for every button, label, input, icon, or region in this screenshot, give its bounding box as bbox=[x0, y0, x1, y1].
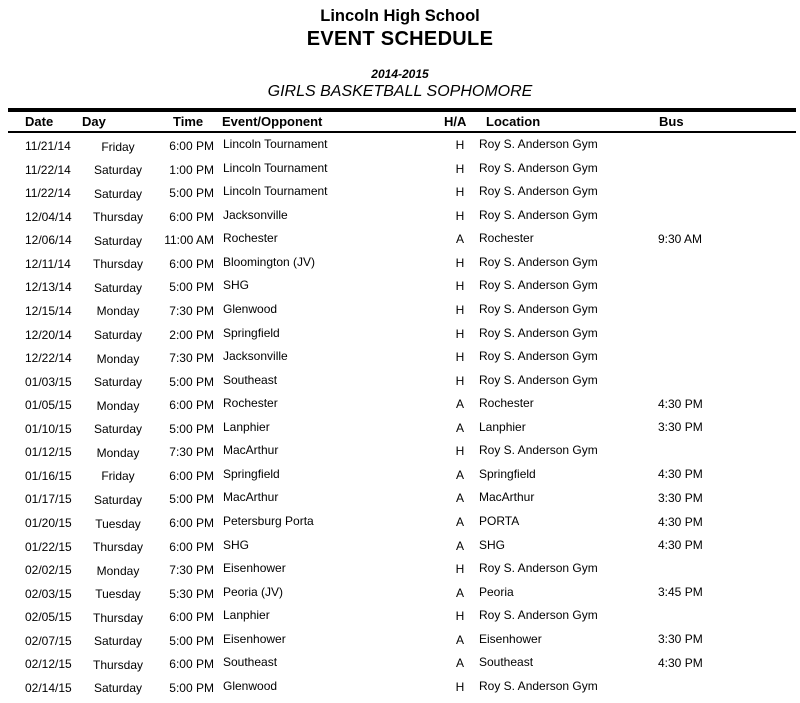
cell-event-opponent: Springfield bbox=[223, 325, 280, 340]
cell-location: Roy S. Anderson Gym bbox=[479, 137, 598, 151]
cell-home-away: H bbox=[455, 302, 465, 317]
cell-date: 01/03/15 bbox=[25, 374, 72, 389]
column-header-event: Event/Opponent bbox=[222, 114, 323, 129]
cell-date: 02/07/15 bbox=[25, 633, 72, 648]
cell-day: Saturday bbox=[93, 375, 143, 390]
column-header-bus: Bus bbox=[659, 114, 684, 129]
cell-location: Roy S. Anderson Gym bbox=[479, 325, 598, 340]
cell-time: 5:00 PM bbox=[169, 421, 214, 436]
cell-time: 5:00 PM bbox=[169, 186, 214, 201]
cell-event-opponent: Eisenhower bbox=[223, 631, 286, 646]
cell-location: Roy S. Anderson Gym bbox=[479, 443, 598, 458]
table-row bbox=[0, 184, 800, 208]
cell-time: 5:00 PM bbox=[169, 680, 214, 695]
cell-time: 5:30 PM bbox=[169, 586, 214, 601]
cell-time: 5:00 PM bbox=[169, 374, 214, 389]
column-header-ha: H/A bbox=[444, 114, 467, 129]
table-row bbox=[0, 655, 800, 679]
cell-location: Southeast bbox=[479, 655, 534, 670]
cell-event-opponent: Rochester bbox=[223, 231, 278, 246]
cell-date: 01/16/15 bbox=[25, 468, 72, 483]
header-rule-bottom bbox=[8, 131, 796, 133]
header-rule-top bbox=[8, 108, 796, 112]
cell-day: Thursday bbox=[92, 657, 144, 672]
cell-time: 2:00 PM bbox=[169, 327, 214, 342]
cell-day: Saturday bbox=[93, 492, 143, 507]
cell-date: 01/17/15 bbox=[25, 492, 72, 507]
cell-location: Rochester bbox=[479, 231, 534, 246]
table-row bbox=[0, 585, 800, 609]
column-header-time: Time bbox=[173, 114, 204, 129]
cell-date: 11/21/14 bbox=[25, 139, 71, 153]
cell-date: 01/12/15 bbox=[25, 445, 72, 460]
cell-home-away: A bbox=[455, 538, 464, 553]
cell-home-away: A bbox=[455, 585, 464, 600]
team-label: GIRLS BASKETBALL SOPHOMORE bbox=[267, 83, 533, 100]
cell-location: Roy S. Anderson Gym bbox=[479, 160, 598, 175]
table-row bbox=[0, 632, 800, 656]
table-row bbox=[0, 490, 800, 514]
table-row bbox=[0, 302, 800, 326]
cell-location: PORTA bbox=[479, 514, 520, 528]
cell-date: 12/06/14 bbox=[25, 233, 72, 248]
cell-day: Monday bbox=[96, 351, 140, 366]
cell-day: Saturday bbox=[93, 328, 143, 342]
cell-location: MacArthur bbox=[479, 490, 535, 505]
cell-time: 6:00 PM bbox=[169, 139, 214, 153]
cell-event-opponent: MacArthur bbox=[223, 443, 279, 458]
cell-date: 02/12/15 bbox=[25, 657, 72, 672]
cell-home-away: H bbox=[455, 350, 465, 365]
cell-location: Rochester bbox=[479, 396, 534, 411]
cell-location: Eisenhower bbox=[479, 631, 542, 646]
cell-event-opponent: Southeast bbox=[223, 655, 278, 670]
season-label: 2014-2015 bbox=[371, 67, 429, 81]
cell-date: 12/11/14 bbox=[25, 256, 71, 271]
cell-date: 12/15/14 bbox=[25, 303, 72, 318]
cell-location: Roy S. Anderson Gym bbox=[479, 372, 598, 387]
cell-day: Tuesday bbox=[95, 587, 141, 602]
cell-time: 1:00 PM bbox=[169, 162, 214, 177]
cell-day: Saturday bbox=[93, 233, 143, 248]
cell-date: 01/05/15 bbox=[25, 398, 72, 413]
cell-day: Tuesday bbox=[95, 516, 141, 531]
cell-home-away: A bbox=[455, 515, 464, 529]
cell-day: Monday bbox=[96, 445, 140, 460]
cell-home-away: H bbox=[455, 562, 465, 577]
cell-location: Roy S. Anderson Gym bbox=[479, 278, 598, 293]
cell-location: Springfield bbox=[479, 466, 536, 481]
cell-home-away: A bbox=[455, 420, 464, 435]
cell-bus-time: 4:30 PM bbox=[658, 396, 703, 411]
cell-location: Roy S. Anderson Gym bbox=[479, 349, 598, 364]
cell-home-away: A bbox=[455, 491, 464, 506]
cell-home-away: A bbox=[455, 467, 464, 482]
cell-time: 11:00 AM bbox=[164, 233, 214, 248]
cell-home-away: H bbox=[455, 373, 465, 388]
table-row bbox=[0, 396, 800, 420]
cell-home-away: H bbox=[455, 185, 465, 200]
table-row bbox=[0, 561, 800, 585]
cell-event-opponent: Southeast bbox=[223, 372, 278, 387]
cell-bus-time: 3:45 PM bbox=[658, 585, 703, 600]
cell-time: 5:00 PM bbox=[169, 492, 214, 507]
cell-event-opponent: Rochester bbox=[223, 396, 278, 411]
cell-day: Monday bbox=[96, 398, 140, 413]
schedule-rows bbox=[0, 137, 800, 703]
cell-time: 6:00 PM bbox=[169, 398, 214, 413]
cell-event-opponent: Lanphier bbox=[223, 608, 270, 623]
cell-event-opponent: Eisenhower bbox=[223, 561, 286, 576]
table-row bbox=[0, 467, 800, 491]
table-row bbox=[0, 326, 800, 350]
cell-event-opponent: MacArthur bbox=[223, 490, 279, 505]
cell-time: 6:00 PM bbox=[169, 256, 214, 271]
cell-date: 12/20/14 bbox=[25, 327, 72, 342]
cell-home-away: A bbox=[455, 397, 464, 412]
cell-event-opponent: Springfield bbox=[223, 466, 280, 481]
cell-event-opponent: Lincoln Tournament bbox=[223, 160, 328, 175]
cell-date: 11/22/14 bbox=[25, 162, 71, 177]
cell-home-away: H bbox=[455, 208, 465, 223]
cell-time: 6:00 PM bbox=[169, 468, 214, 483]
cell-date: 12/13/14 bbox=[25, 280, 72, 295]
cell-day: Saturday bbox=[93, 280, 143, 295]
table-row bbox=[0, 208, 800, 232]
cell-event-opponent: Petersburg Porta bbox=[223, 514, 314, 528]
cell-location: Roy S. Anderson Gym bbox=[479, 301, 598, 316]
table-row bbox=[0, 137, 800, 161]
cell-day: Monday bbox=[96, 563, 140, 578]
cell-bus-time: 4:30 PM bbox=[658, 538, 703, 553]
cell-home-away: H bbox=[455, 609, 465, 624]
cell-time: 6:00 PM bbox=[169, 657, 214, 672]
cell-home-away: H bbox=[455, 138, 465, 152]
cell-time: 7:30 PM bbox=[169, 351, 214, 366]
cell-time: 7:30 PM bbox=[169, 563, 214, 578]
cell-location: Roy S. Anderson Gym bbox=[479, 561, 598, 576]
cell-day: Friday bbox=[101, 469, 135, 484]
cell-date: 02/03/15 bbox=[25, 586, 72, 601]
cell-bus-time: 3:30 PM bbox=[658, 490, 703, 505]
cell-date: 02/05/15 bbox=[25, 610, 72, 625]
cell-event-opponent: SHG bbox=[223, 537, 250, 552]
cell-date: 12/04/14 bbox=[25, 209, 72, 224]
cell-bus-time: 4:30 PM bbox=[658, 467, 703, 482]
cell-day: Thursday bbox=[92, 210, 144, 225]
cell-home-away: H bbox=[455, 444, 465, 459]
cell-date: 02/14/15 bbox=[25, 680, 72, 695]
cell-home-away: H bbox=[455, 326, 465, 341]
cell-location: Roy S. Anderson Gym bbox=[479, 678, 598, 693]
cell-bus-time: 4:30 PM bbox=[658, 514, 703, 529]
cell-event-opponent: Lanphier bbox=[223, 419, 270, 434]
cell-time: 7:30 PM bbox=[169, 303, 214, 318]
cell-date: 01/10/15 bbox=[25, 421, 72, 436]
table-row bbox=[0, 278, 800, 302]
cell-event-opponent: Jacksonville bbox=[223, 349, 288, 364]
cell-event-opponent: Lincoln Tournament bbox=[223, 184, 328, 199]
cell-location: Roy S. Anderson Gym bbox=[479, 254, 598, 269]
cell-bus-time: 3:30 PM bbox=[658, 632, 703, 647]
table-row bbox=[0, 231, 800, 255]
cell-event-opponent: Glenwood bbox=[223, 301, 278, 316]
cell-date: 11/22/14 bbox=[25, 186, 71, 201]
cell-home-away: A bbox=[455, 632, 464, 647]
cell-location: Roy S. Anderson Gym bbox=[479, 184, 598, 199]
cell-date: 01/22/15 bbox=[25, 539, 72, 554]
column-header-day: Day bbox=[82, 114, 106, 129]
cell-bus-time: 9:30 AM bbox=[658, 231, 703, 246]
cell-home-away: H bbox=[455, 161, 465, 176]
table-row bbox=[0, 373, 800, 397]
school-name: Lincoln High School bbox=[320, 7, 480, 25]
cell-location: Roy S. Anderson Gym bbox=[479, 207, 598, 222]
cell-location: Roy S. Anderson Gym bbox=[479, 608, 598, 623]
cell-bus-time: 4:30 PM bbox=[658, 655, 703, 670]
cell-day: Saturday bbox=[93, 422, 143, 437]
table-row bbox=[0, 161, 800, 185]
cell-time: 6:00 PM bbox=[169, 610, 214, 625]
cell-event-opponent: Bloomington (JV) bbox=[223, 254, 316, 269]
cell-day: Friday bbox=[101, 139, 135, 154]
table-row bbox=[0, 608, 800, 632]
cell-event-opponent: Lincoln Tournament bbox=[223, 137, 328, 151]
table-row bbox=[0, 420, 800, 444]
cell-time: 6:00 PM bbox=[169, 539, 214, 554]
cell-event-opponent: SHG bbox=[223, 278, 250, 293]
cell-location: Lanphier bbox=[479, 419, 526, 434]
cell-date: 12/22/14 bbox=[25, 351, 72, 366]
cell-time: 6:00 PM bbox=[169, 516, 214, 530]
cell-day: Saturday bbox=[93, 634, 143, 649]
cell-location: Peoria bbox=[479, 584, 514, 599]
cell-home-away: H bbox=[455, 679, 465, 694]
cell-time: 5:00 PM bbox=[169, 633, 214, 648]
cell-day: Thursday bbox=[92, 540, 144, 555]
cell-day: Saturday bbox=[93, 163, 143, 178]
cell-day: Thursday bbox=[92, 610, 144, 625]
table-row bbox=[0, 255, 800, 279]
cell-day: Saturday bbox=[93, 681, 143, 696]
cell-home-away: H bbox=[455, 255, 465, 270]
cell-home-away: H bbox=[455, 279, 465, 294]
cell-location: SHG bbox=[479, 537, 506, 552]
cell-home-away: A bbox=[455, 656, 464, 671]
cell-event-opponent: Peoria (JV) bbox=[223, 584, 284, 599]
cell-time: 5:00 PM bbox=[169, 280, 214, 295]
cell-home-away: A bbox=[455, 232, 464, 247]
table-row bbox=[0, 538, 800, 562]
cell-bus-time: 3:30 PM bbox=[658, 420, 703, 435]
table-row bbox=[0, 443, 800, 467]
cell-event-opponent: Glenwood bbox=[223, 678, 278, 693]
cell-time: 7:30 PM bbox=[169, 445, 214, 460]
cell-event-opponent: Jacksonville bbox=[223, 207, 288, 222]
cell-time: 6:00 PM bbox=[169, 209, 214, 224]
document-title: EVENT SCHEDULE bbox=[306, 28, 494, 50]
column-header-date: Date bbox=[25, 114, 54, 129]
table-row bbox=[0, 679, 800, 703]
cell-day: Monday bbox=[96, 304, 140, 319]
cell-date: 01/20/15 bbox=[25, 516, 72, 530]
table-row bbox=[0, 514, 800, 538]
column-header-location: Location bbox=[486, 114, 541, 129]
cell-day: Saturday bbox=[93, 186, 143, 201]
cell-date: 02/02/15 bbox=[25, 563, 72, 578]
cell-day: Thursday bbox=[92, 257, 144, 272]
table-row bbox=[0, 349, 800, 373]
